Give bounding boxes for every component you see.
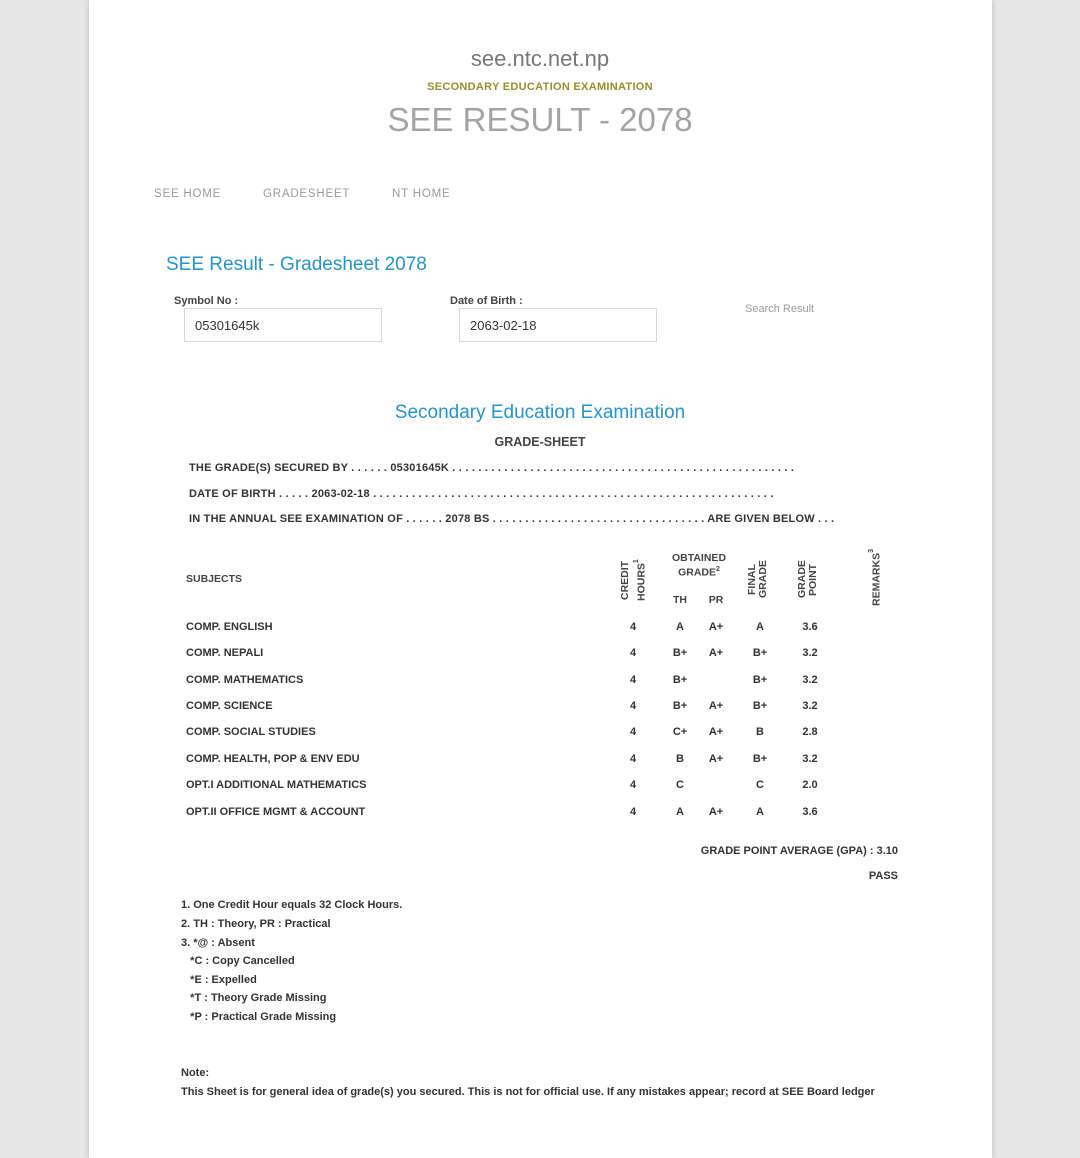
cell-gp: 2.8 xyxy=(802,726,818,738)
footnote-1: 1. One Credit Hour equals 32 Clock Hours. xyxy=(181,899,403,911)
header-credit-hours: CREDIT HOURS$^1$ xyxy=(619,559,648,601)
cell-gp: 3.2 xyxy=(802,647,818,659)
cell-th: C xyxy=(676,779,684,791)
cell-final: A xyxy=(756,806,764,818)
table-row xyxy=(0,806,1080,822)
subject-name: COMP. HEALTH, POP & ENV EDU xyxy=(186,753,360,765)
cell-credit: 4 xyxy=(629,779,637,791)
exam-line: IN THE ANNUAL SEE EXAMINATION OF . . . . . . 2078 BS . . . . . . . . . . . . . . . . . . . . . . . . . . . . . . . . . ARE GIVEN BELOW . . . xyxy=(189,513,835,525)
cell-gp: 3.2 xyxy=(802,753,818,765)
cell-final: C xyxy=(756,779,764,791)
header-final-grade: FINAL GRADE xyxy=(746,560,769,598)
result-title: SEE RESULT - 2078 xyxy=(387,101,693,138)
subject-name: COMP. MATHEMATICS xyxy=(186,674,304,686)
subject-name: COMP. SCIENCE xyxy=(186,700,273,712)
sheet-subtitle: GRADE-SHEET xyxy=(494,435,586,449)
cell-credit: 4 xyxy=(629,621,637,633)
table-row xyxy=(0,779,1080,795)
site-title: see.ntc.net.np xyxy=(470,46,610,71)
cell-final: A xyxy=(756,621,764,633)
header-th: TH xyxy=(673,594,687,606)
cell-gp: 3.6 xyxy=(802,806,818,818)
dob-input[interactable]: 2063-02-18 xyxy=(459,308,657,342)
table-row xyxy=(0,647,1080,663)
cell-credit: 4 xyxy=(629,674,637,686)
result-status: PASS xyxy=(868,870,898,882)
cell-pr: A+ xyxy=(708,621,724,633)
cell-pr: A+ xyxy=(708,647,724,659)
nav-nt-home[interactable]: NT HOME xyxy=(392,188,451,200)
subject-name: COMP. ENGLISH xyxy=(186,621,273,633)
subject-name: COMP. NEPALI xyxy=(186,647,264,659)
cell-gp: 3.2 xyxy=(802,700,818,712)
nav-gradesheet[interactable]: GRADESHEET xyxy=(263,188,351,200)
footnote-5: *E : Expelled xyxy=(181,974,257,986)
note-text: This Sheet is for general idea of grade(s) you secured. This is not for official use. If any mistakes appear; record at SEE Board ledger xyxy=(181,1086,875,1098)
cell-th: B xyxy=(676,753,684,765)
footnote-7: *P : Practical Grade Missing xyxy=(181,1011,337,1023)
table-row xyxy=(0,753,1080,769)
cell-final: B+ xyxy=(752,753,768,765)
table-row xyxy=(0,726,1080,742)
dob-line: DATE OF BIRTH . . . . . 2063-02-18 . . . . . . . . . . . . . . . . . . . . . . . . . . . . . . . . . . . . . . . . . . . . . . . . . . . . . . . . . . . . . . xyxy=(189,488,774,500)
table-row xyxy=(0,674,1080,690)
gpa-value: GRADE POINT AVERAGE (GPA) : 3.10 xyxy=(700,845,898,857)
subject-name: OPT.II OFFICE MGMT & ACCOUNT xyxy=(186,806,366,818)
header-grade: GRADE$^2$ xyxy=(678,566,720,579)
footnote-3: 3. *@ : Absent xyxy=(181,937,255,949)
cell-gp: 3.2 xyxy=(802,674,818,686)
table-row xyxy=(0,700,1080,716)
note-label: Note: xyxy=(181,1067,210,1079)
cell-th: B+ xyxy=(672,674,688,686)
subject-name: OPT.I ADDITIONAL MATHEMATICS xyxy=(186,779,367,791)
footnote-4: *C : Copy Cancelled xyxy=(181,955,295,967)
header-obtained: OBTAINED xyxy=(671,552,727,564)
cell-th: B+ xyxy=(672,700,688,712)
footnote-6: *T : Theory Grade Missing xyxy=(181,992,327,1004)
cell-credit: 4 xyxy=(629,647,637,659)
header-grade-point: GRADE POINT xyxy=(796,560,819,598)
gradesheet-heading: SEE Result - Gradesheet 2078 xyxy=(166,254,427,275)
cell-th: A xyxy=(676,621,684,633)
cell-pr: A+ xyxy=(708,700,724,712)
cell-credit: 4 xyxy=(629,806,637,818)
footnote-2: 2. TH : Theory, PR : Practical xyxy=(181,918,331,930)
cell-final: B+ xyxy=(752,674,768,686)
cell-final: B+ xyxy=(752,647,768,659)
cell-th: A xyxy=(676,806,684,818)
subject-name: COMP. SOCIAL STUDIES xyxy=(186,726,316,738)
cell-gp: 3.6 xyxy=(802,621,818,633)
cell-pr: A+ xyxy=(708,806,724,818)
header-pr: PR xyxy=(708,594,724,606)
exam-label: SECONDARY EDUCATION EXAMINATION xyxy=(427,81,653,93)
symbol-input[interactable]: 05301645k xyxy=(184,308,382,342)
cell-pr: A+ xyxy=(708,753,724,765)
cell-final: B xyxy=(756,726,764,738)
cell-gp: 2.0 xyxy=(802,779,818,791)
symbol-label: Symbol No : xyxy=(174,295,239,307)
table-row xyxy=(0,621,1080,637)
search-result-button[interactable]: Search Result xyxy=(745,303,815,315)
header-subjects: SUBJECTS xyxy=(186,573,243,585)
cell-final: B+ xyxy=(752,700,768,712)
dob-label: Date of Birth : xyxy=(450,295,523,307)
cell-th: C+ xyxy=(672,726,688,738)
cell-pr: A+ xyxy=(708,726,724,738)
sheet-title: Secondary Education Examination xyxy=(394,402,686,423)
header-remarks: REMARKS$^3$ xyxy=(868,549,883,607)
cell-credit: 4 xyxy=(629,753,637,765)
cell-credit: 4 xyxy=(629,700,637,712)
cell-credit: 4 xyxy=(629,726,637,738)
cell-th: B+ xyxy=(672,647,688,659)
nav-see-home[interactable]: SEE HOME xyxy=(154,188,222,200)
grade-secured-line: THE GRADE(S) SECURED BY . . . . . . 05301645K . . . . . . . . . . . . . . . . . . . . . . . . . . . . . . . . . . . . . . . . . . . . . . . . . . . . . xyxy=(189,462,795,474)
